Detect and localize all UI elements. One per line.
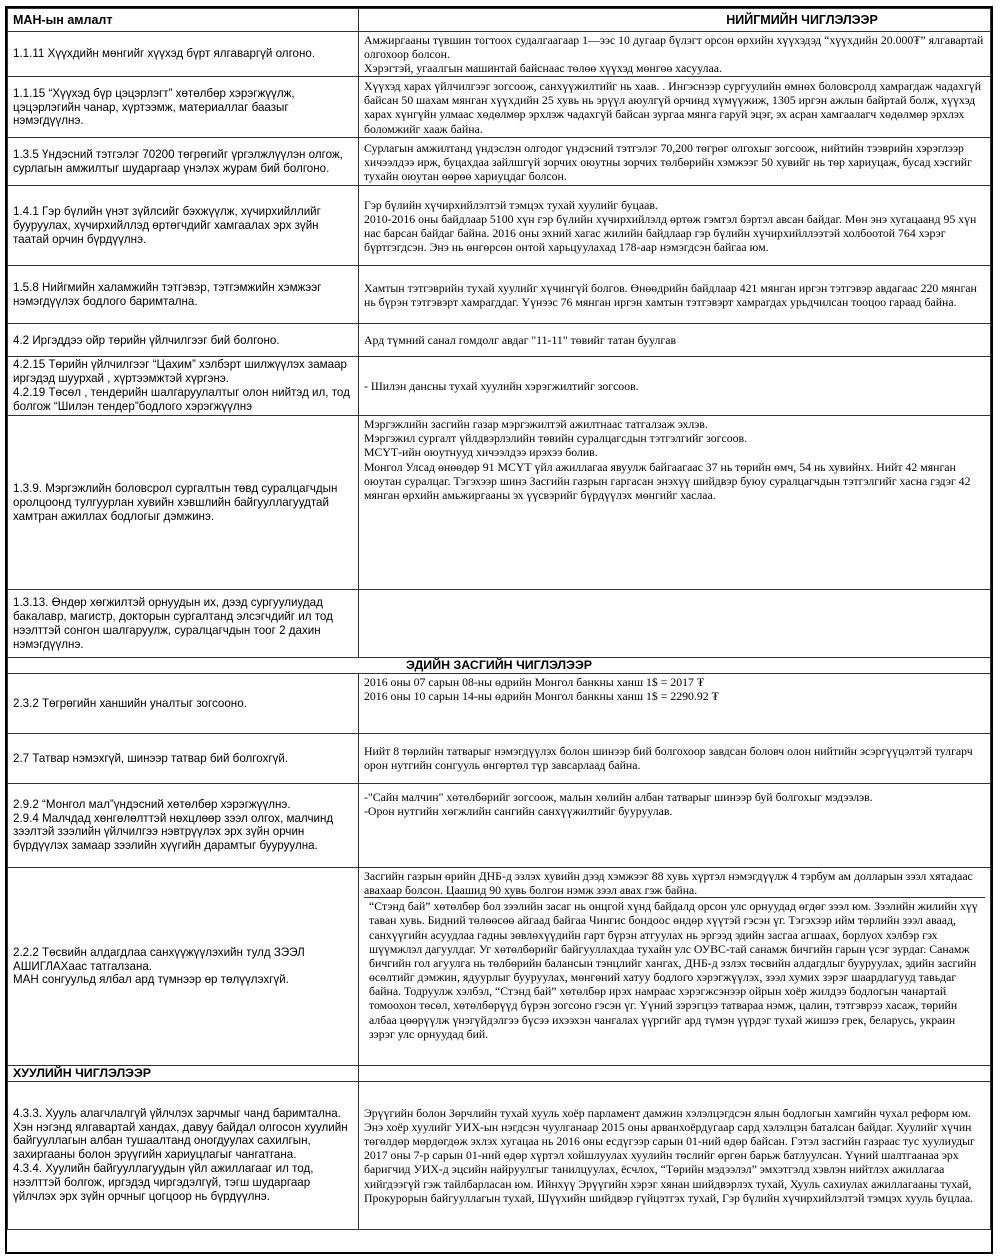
promise-cell [8,266,359,324]
status-text: 2016 оны 10 сарын 14-ны өдрийн Монгол банкны ханш 1$ = 2290.92 ₮ [364,689,719,704]
section-title: ЭДИЙН ЗАСГИЙН ЧИГЛЭЛЭЭР [8,658,991,674]
promise-text: МАН сонгуульд ялбал ард түмнээр өр төлүүлэхгүй. [13,973,289,987]
status-text: Хэрэгтэй, угаалгын машинтай байснаас төлөө хүүхэд мөнгөө хасуулаа. [364,61,722,76]
status-text: 2010-2016 оны байдлаар 5100 хүн гэр бүлийн хүчирхийлэлд өртөж гэмтэл бэртэл авсан байдаг. Мөн энэ хугацаанд 95 хүн нас барсан байдаг байна. 2016 оны эхний хагас жилийн байдлаар гэр бүлийн хүчирхийллээтэй холбоотой 764 хэрэг бүртгэгдсэн. Энэ нь өнгөрсөн онтой харьцуулахад 178-аар нэмэгдсэн байгаа юм. [364,211,977,255]
status-cell [359,32,991,77]
status-cell-empty [359,590,991,658]
header-left: МАН-ын амлалт [8,9,359,32]
promise-text: 4.3.4. Хуулийн байгууллагуудын үйл ажиллагааг ил тод, нээлттэй болгож, иргэдэд чиргэдэлгүй, тэгш шударгаар үйлчлэх эрх зүйн орчныг цогцоор нь бүрдүүлнэ. [13,1162,314,1204]
status-text: 2016 оны 07 сарын 08-ны өдрийн Монгол банкны ханш 1$ = 2017 ₮ [364,674,705,689]
promise-text: 4.3.3. Хууль алагчлалгүй үйлчлэх зарчмыг чанд баримтална. Хэн нэгэнд ялгавартай хандах, давуу байдал олгосон хуулийн байгууллагын албан тушаалтанд оногдуулах сахилгын, захиргааны болон эрүүгийн хариуцлагыг чангатгана. [13,1106,348,1162]
promise-text: 1.4.1 Гэр бүлийн үнэт зүйлсийг бэхжүүлж, хүчирхийллийг бууруулах, хүчирхийллэд өртөгчдийг хамгаалах эрх зүйн таатай орчин бүрдүүлнэ. [13,205,321,246]
promise-cell [8,77,359,138]
promise-text: 4.2.15 Төрийн үйлчилгээг “Цахим” хэлбэрт шилжүүлэх замаар иргэдэд шуурхай , хүртээмжтэй хүргэнэ. [13,358,347,386]
promise-text: 2.3.2 Төгрөгийн ханшийн уналтыг зогсооно. [13,696,247,710]
promise-text: 4.2 Иргэддээ ойр төрийн үйлчилгээг бий болгоно. [13,333,280,347]
promise-text: 1.1.15 “Хүүхэд бүр цэцэрлэгт” хөтөлбөр хэрэгжүүлж, цэцэрлэгийн чанар, хүртээмж, материаллаг баазыг нэмэгдүүлнэ. [13,86,295,128]
promise-text: 1.1.11 Хүүхдийн мөнгийг хүүхэд бүрт ялгаваргүй олгоно. [13,47,316,61]
promise-text: 1.3.9. Мэргэжлийн боловсрол сургалтын төвд суралцагчдын оролцоонд тулгуурлан хувийн хэвшлийн байгууллагуудтай хамтран ажиллах бодлогыг дэмжинэ. [13,481,338,523]
status-text: -"Сайн малчин" хөтөлбөрийг зогсоож, малын хөлийн албан татварыг шинээр буй болгохыг мэдээлэв. [364,789,873,804]
table-row [8,867,991,1065]
status-text: Эрүүгийн болон Зөрчлийн тухай хууль хоёр парламент дамжин хэлэлцэгдсэн ялын бодлогын хамгийн чухал реформ юм. Энэ хоёр хуулийг УИХ-ын нэгдсэн чуулганаар 2015 оны арванхоёрдугаар сард хэлэлцэн баталсан байдаг. Хуулийг хүчин төгөлдөр мөрдөгдөж эхлэх хугацаа нь 2016 оны есдүгээр сарын 01-ний өдөр байсан. Гэтэл засгийн газраас тус хуулиудыг 2017 оны 7-р сарын 01-ний өдөр хүртэл хойшлуулах хуулийн төслийг өргөн барьж батлуулсан. Үүний шалтгаанаа эрх баригчид УИХ-д эцсийн найруулгыг танилцуулах, ёсчлох, “Төрийн мэдээлэл” эмхэтгэлд хэвлэн нийтлэх ажиллагаа хийгдээгүй гэж тайлбарласан юм. Ийнхүү Эрүүгийн хэрэг хянан шийдвэрлэх тухай, Хууль сахиулах ажиллагааны тухай, Прокурорын байгууллагын тухай, Шүүхийн шийдвэр гүйцэтгэх тухай, Гэр бүлийн хүчирхийлэлтэй тэмцэх хууль буцлаа. [364,1105,975,1205]
promise-text: 2.2.2 Төсвийн алдагдлаа санхүүжүүлэхийн тулд ЗЭЭЛ АШИГЛАХаас татгалзана. [13,945,305,973]
promise-cell [8,416,359,590]
status-text: Ард түмний санал гомдолг авдаг "11-11" төвийг татан буулгав [364,333,677,348]
table-row [8,266,991,324]
status-text: Нийт 8 төрлийн татварыг нэмэгдүүлэх болон шинээр бий болгохоор завдсан боловч олон нийтийн эсэргүүцэлтэй тулгарч орон нутгийн сонгууль өнгөртөл түр завсарлаад байна. [364,744,973,773]
status-cell [359,357,991,416]
promises-table [7,8,991,1230]
promise-text: 2.9.2 “Монгол мал”үндэсний хөтөлбөр хэрэгжүүлнэ. [13,797,291,811]
promise-text: 2.9.4 Малчдад хөнгөлөлттэй нөхцлөөр зээл олгох, малчинд зээлтэй зээлийн үйлчилгээ нэвтрүүлэх эрх зүйн орчин бүрдүүлэх замаар зээлийн хүүгийн дарамтыг бууруулна. [13,811,334,853]
table-row [8,1081,991,1229]
section-row-legal [8,1065,991,1081]
status-text: Мэргэжлийн засгийн газар мэргэжилтэй ажилтнаас татгалзаж эхлэв. [364,417,708,432]
table-header-row [8,9,991,32]
status-text: МСҮТ-ийн оюутнууд хичээлдээ ирэхээ болив. [364,445,598,460]
promise-cell [8,138,359,186]
section-title: ХУУЛИЙН ЧИГЛЭЛЭЭР [8,1065,359,1081]
table-row [8,324,991,357]
promise-cell [8,673,359,733]
promise-cell [8,186,359,266]
status-text: Сурлагын амжилтанд үндэслэн олгодог үндэсний тэтгэлэг 70,200 төгрөг олгохыг зогсоож, нийтийн тээврийн хэрэглээр хичээлдээ ирж, буцахдаа зайлшгүй зорчих оюутны зорчих төлбөрийн хэмжээг 50 хувийг нь төр хариуцаж, бусад хэсгийг тухайн оюутан өөрөө хариуцдаг болсон. [364,140,972,184]
status-cell [359,733,991,783]
promise-text: 4.2.19 Төсөл , тендерийн шалгаруулалтыг олон нийтэд ил, тод болгож “Шилэн тендер”бодлого хэрэгжүүлнэ [13,386,350,414]
section-row-economic [8,658,991,674]
promise-cell [8,733,359,783]
table-row [8,77,991,138]
status-cell [359,783,991,867]
status-cell [359,867,991,1065]
promise-cell [8,32,359,77]
status-cell [359,186,991,266]
status-text: Гэр бүлийн хүчирхийлэлтэй тэмцэх тухай хуулийг буцаав. [364,197,658,212]
table-row [8,32,991,77]
promise-cell [8,1081,359,1229]
promise-text: 1.5.8 Нийгмийн халамжийн тэтгэвэр, тэтгэмжийн хэмжээг нэмэгдүүлэх бодлого баримтална. [13,281,322,308]
table-row [8,733,991,783]
table-row [8,783,991,867]
promise-cell [8,324,359,357]
status-text: Амжиргааны түвшин тогтоох судалгаагаар 1—ээс 10 дугаар бүлэгт орсон өрхийн хүүхэдэд “хүүхдийн 20.000₮” ялгавартай олгохоор болсон. [364,33,984,62]
status-text: -Орон нутгийн хөгжлийн сангийн санхүүжилтийг бууруулав. [364,804,673,819]
header-social-direction: НИЙГМИЙН ЧИГЛЭЛЭЭР [359,9,991,32]
status-text: Хүүхэд харах үйлчилгээг зогсоож, санхүүжилтийг нь хаав. . Ингэснээр сургуулийн өмнөх боловсролд хамрагдаж чадахгүй байсан 50 шахам мянган хүүхдийн 25 хувь нь эрүүл аюулгүй орчинд хүмүүжиж, 1305 иргэн ажлын байртай болж, хүүхэд харах хүнгүйн улмаас хөдөлмөр эрхлэж чадахгүй байсан зургаа мянга гаруй эцэг, эх асран хамгаалагч хөдөлмөр эрхлэх боломжийг хааж байна. [364,79,982,136]
table-row [8,186,991,266]
promise-text: 2.7 Татвар нэмэхгүй, шинээр татвар бий болгохгүй. [13,751,289,765]
table-row [8,138,991,186]
promise-cell [8,867,359,1065]
document-page [5,6,993,1254]
section-empty-cell [359,1065,991,1081]
status-text: Монгол Улсад өнөөдөр 91 МСҮТ үйл ажиллагаа явуулж байгаагаас 37 нь төрийн өмч, 54 нь хувийнх. Нийт 42 мянган оюутан суралцаг. Тэгэхээр шинэ Засгийн газрын гаргасан энэхүү шийдвэр буюу суралцагчдын тэтгэлгийг хасна гэдэг 42 мянган өрхийн амьжиргааны эх үүсвэрийг бүрдүүлэх мөнгийг хаслаа. [364,459,971,502]
promise-text: 1.3.5 Үндэсний тэтгэлэг 70200 төгрөгийг үргэлжлүүлэн олгож, сурлагын амжилтыг шударгаар үнэлэх журам бий болгоно. [13,148,343,175]
promise-text: 1.3.13. Өндөр хөгжилтэй орнуудын их, дээд сургуулиудад бакалавр, магистр, докторын сургалтанд элсэгчдийг ил тод нээлттэй сонгон шалгаруулж, суралцагчдын тоог 2 дахин нэмэгдүүлнэ. [13,595,333,651]
table-row [8,357,991,416]
table-row [8,673,991,733]
promise-cell [8,783,359,867]
table-row [8,590,991,658]
status-text: Засгийн газрын өрийн ДНБ-д эзлэх хувийн дээд хэмжээг 88 хувь хүртэл нэмэгдүүлж 4 тэрбум ам долларын зээл хятадаас авахаар болсон. Цаашид 90 хувь болгон нэмж зээл авах гэж байна. [364,868,973,898]
status-text: - Шилэн дансны тухай хуулийн хэрэгжилтийг зогсоов. [364,379,639,394]
status-text: “Стэнд бай” хөтөлбөр бол зээлийн засаг нь онцгой хүнд байдалд орсон улс орнуудад өгдөг зээл юм. Зээлийн жилийн хүү таван хувь. Бидний төлөөсөө айгаад байгаа Чингис бондоос өндөр хүүтэй гэсэн үг. Тэгэхээр ийм төрлийн зээл аваад, санхүүгийн асуудлаа гадны зөвлөхүүдийн гарт бүрэн атгуулах нь эргээд эдийн засгаа агшаах, борлуох хэлбэр гэх шүүмжлэл дагуулдаг. Уг хөтөлбөрийг байгууллахдаа тухайн улс ОУВС-тай санамж бичгийн гарын үсэг зурдаг. Санамж бичгийн гол агуулга нь төлбөрийн балансын тэнцлийг хангах, ДНБ-д эзлэх төсвийн алдагдлыг бууруулах, эдийн засгийн өсөлтийг дэмжин, ядуурлыг бууруулах, мөнгөний хатуу бодлого хэрэгжүүлэх, зээл хумих зэрэг шаардлагууд тавьдаг байна. Тодруулж хэлбэл, “Стэнд бай” хөтөлбөр ирэх намраас хэрэгжсэнээр ойрын хоёр жилдээ бодлогын чанартай томоохон төсөл, хөтөлбөрүүд бүрэн зогсоно гэсэн үг. Үүний зэрэгцээ татвараа нэмж, цалин, тэтгэврээ хасаж, төрийн албаа цөөрүүлж үнэгүйдэлгээ бүсээ ихээхэн чангалах үүргийг ард түмэн үүрдэг тухай жишээ грек, беларусь, украин зэрэг улс орнуудад бий. [364,897,985,1041]
status-text: Мэргэжил сургалт үйлдвэрлэлийн төвийн суралцагсдын тэтгэлгийг зогсоов. [364,431,748,446]
promise-cell [8,357,359,416]
promise-cell [8,590,359,658]
table-row [8,416,991,590]
status-cell [359,77,991,138]
status-cell [359,138,991,186]
status-cell [359,324,991,357]
status-text: Хамтын тэтгэврийн тухай хуулийг хүчингүй болгов. Өнөөдрийн байдлаар 421 мянган иргэн тэтгэвэр авдагаас 220 мянган нь бүрэн тэтгэвэрт хамрагддаг. Үүнээс 76 мянган иргэн хамтын тэтгэвэрт хамрагдах урьдчилсан тооцоо гараад байна. [364,280,977,309]
status-cell [359,673,991,733]
status-cell [359,416,991,590]
status-cell [359,266,991,324]
status-cell [359,1081,991,1229]
